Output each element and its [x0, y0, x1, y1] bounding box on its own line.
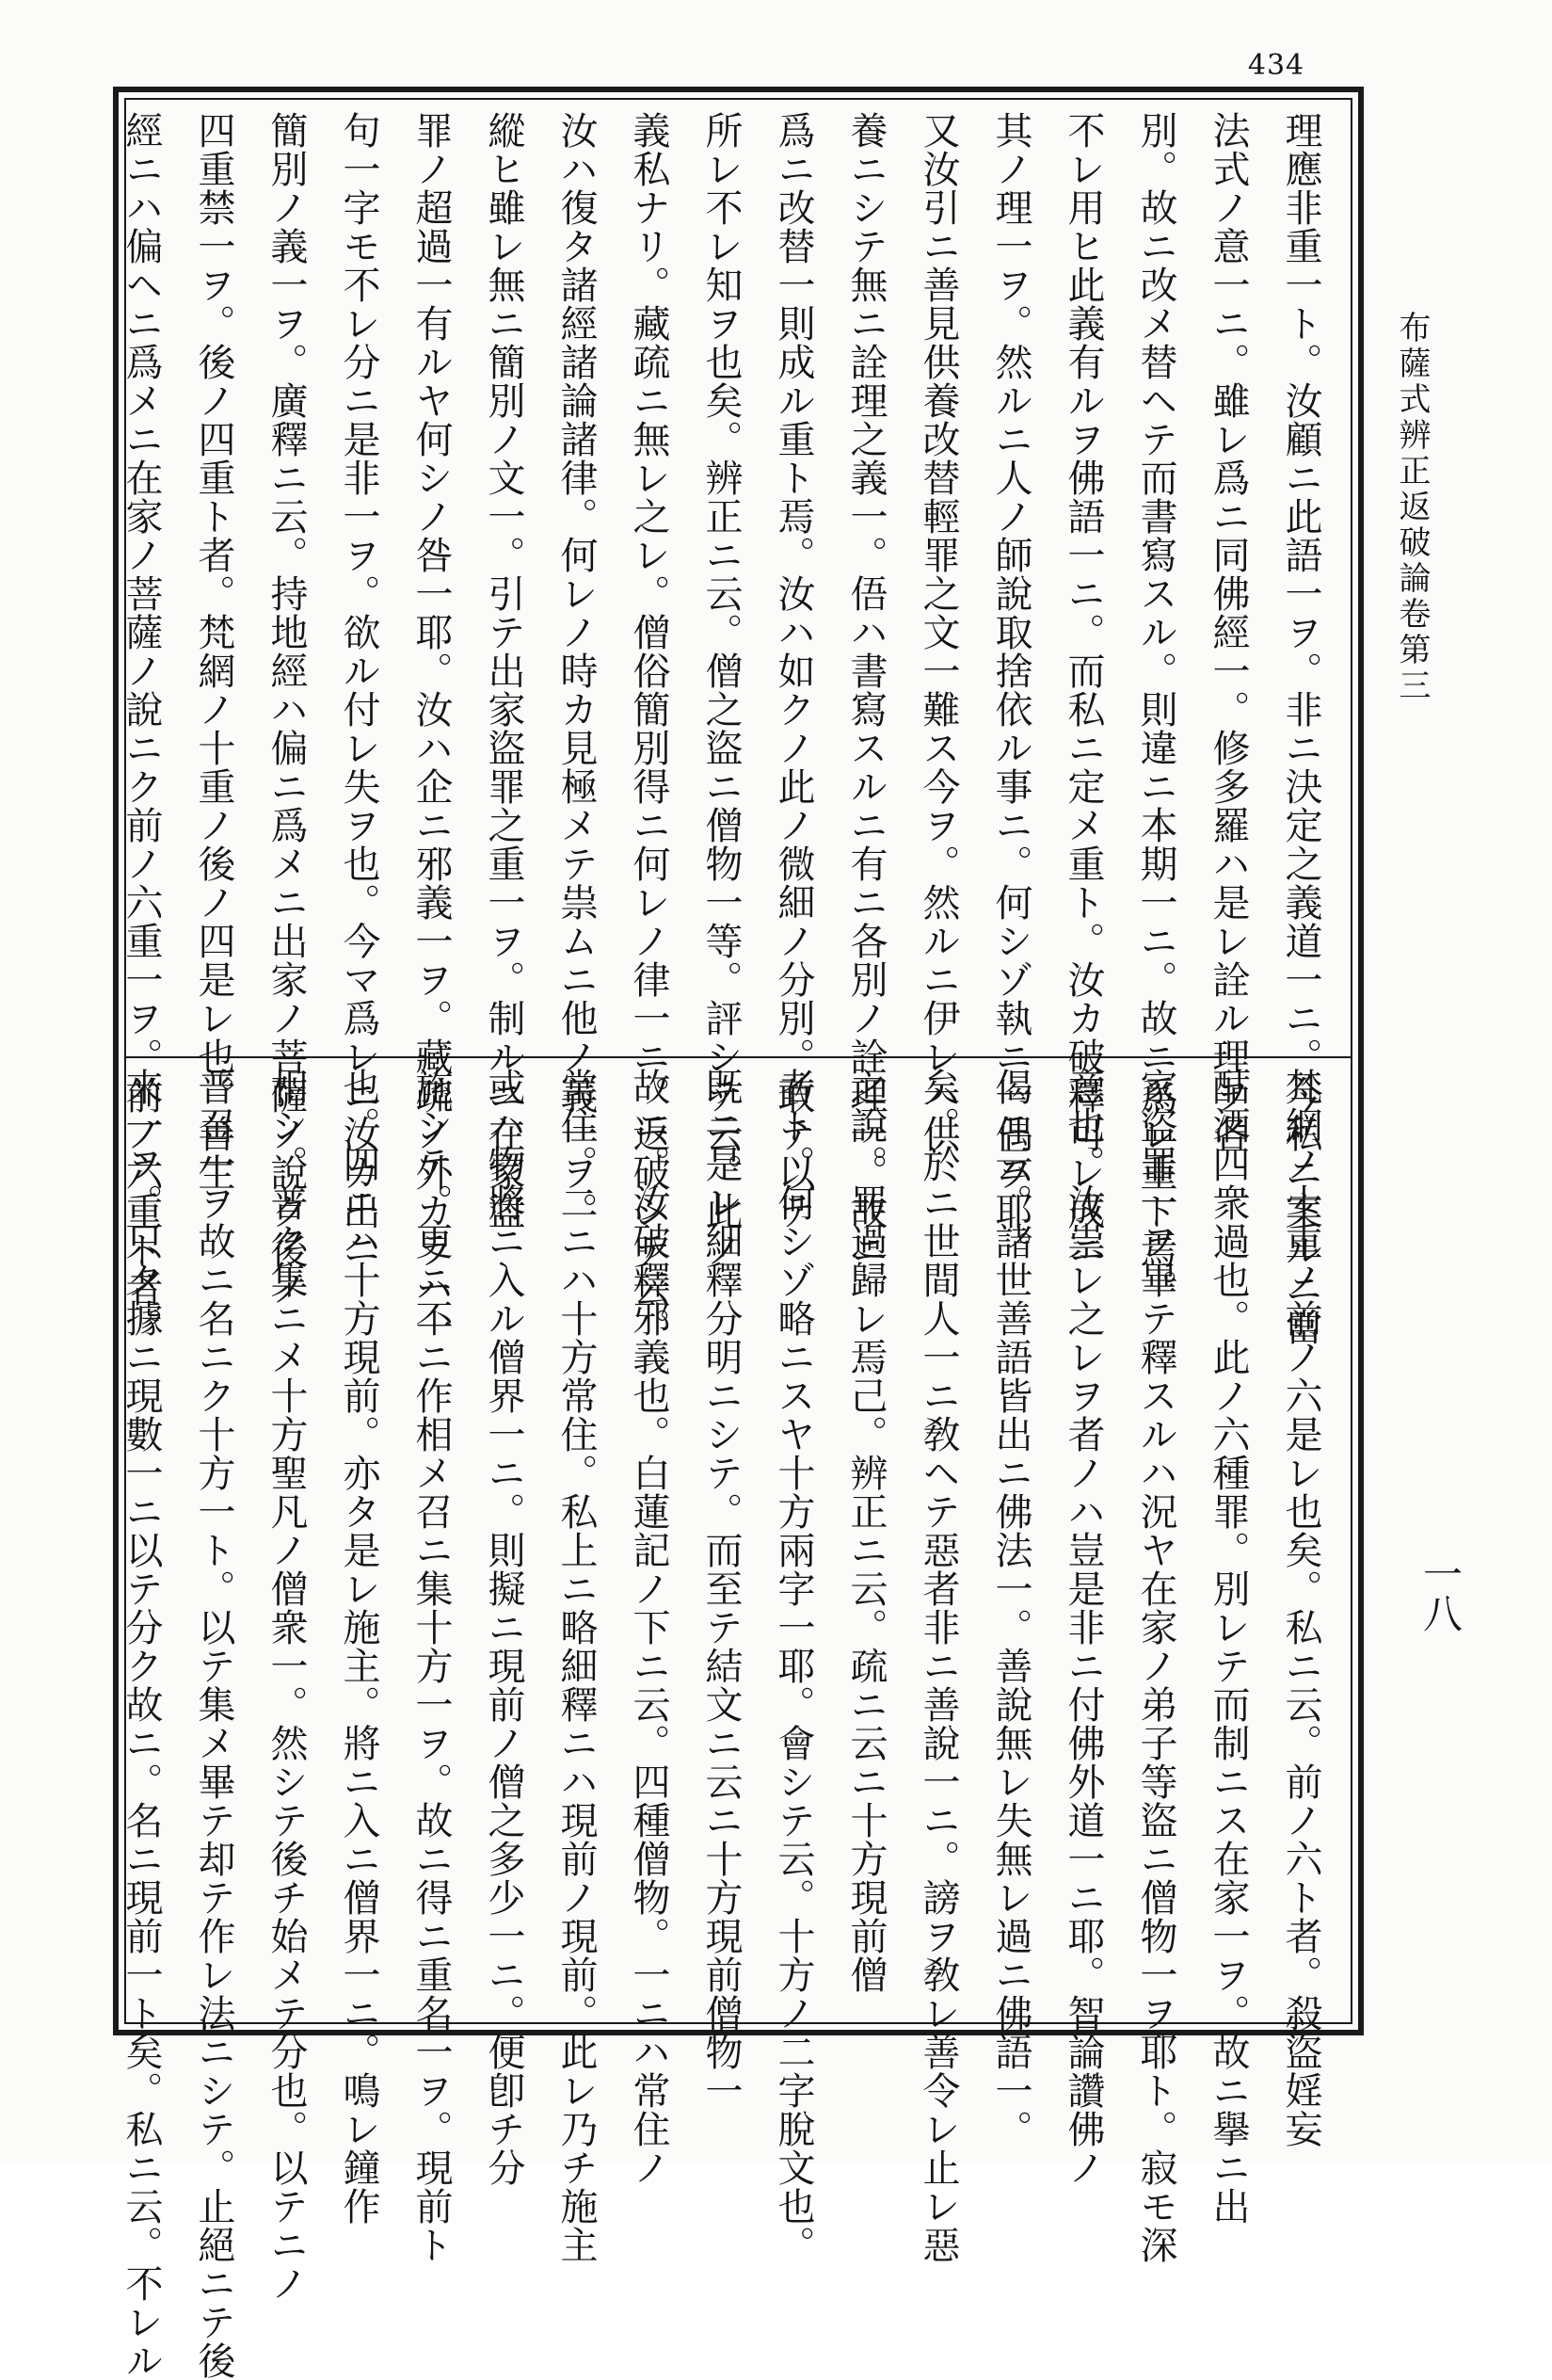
text-column: 所レ不レ知ヲ也矣。辨正ニ云。僧之盜ニ僧物一等。評シテ云。此ノ — [699, 111, 743, 1269]
page-number: 434 — [1247, 49, 1305, 82]
text-column: 汝ハ復タ諸經諸論諸律。何レノ時カ見極メテ祟ムニ他ノ義一ヲ。 — [554, 111, 598, 1230]
text-column: 或ハ物將ニ入ル僧界一ニ。則擬ニ現前ノ僧之多少一ニ。便卽チ分 — [482, 1068, 525, 2187]
text-column: 不レ用ヒ此義有ルヲ佛語一ニ。而私ニ定メ重ト。汝カ破釋可レ成ニ — [1062, 111, 1105, 1269]
text-column: 簡別ノ義一ヲ。廣釋ニ云。持地經ハ偏ニ爲メニ出家ノ菩薩ノ說ク後ノ — [264, 111, 308, 1308]
text-column: 意也。汝祟レ之レヲ者ノハ豈是非ニ付佛外道一ニ耶。智論讚佛ノ — [1062, 1068, 1105, 2187]
text-column: 爲ニ改替一則成ル重ト焉。汝ハ如クノ此ノ微細ノ分別。敢テ以テ — [772, 111, 815, 1230]
text-column: 梵網ノ十重ノ前ノ六是レ也矣。私ニ云。前ノ六ト者。殺盜婬妄 — [1279, 1068, 1322, 2148]
text-column: 來一ヲ。只タ據ニ現數一ニ以テ分ク故ニ。名ニ現前一ト矣。私ニ云。不レル — [120, 1068, 163, 2380]
text-column: 又汝引ニ善見供養改替輕罪之文一難ス今ヲ。然ルニ伊レハ供 — [917, 111, 960, 1153]
text-column: 家盜罪一ヲ畢テ釋スルハ況ヤ在家ノ弟子等盜ニ僧物一ヲ耶ト。寂モ深 — [1134, 1068, 1177, 2264]
text-column: 酤酒四衆過也。此ノ六種罪。別レテ而制ニス在家一ヲ。故ニ擧ニ出 — [1207, 1068, 1250, 2226]
text-column: 者ト。何シゾ略ニスヤ十方兩字一耶。會シテ云。十方ノ二字脫文也。 — [772, 1068, 815, 2264]
text-column: 法式ノ意一ニ。雖レ爲ニ同佛經一。修多羅ハ是レ詮ル理ヲ各 — [1207, 111, 1250, 1153]
text-column: 偈ニ云。諸世善語皆出ニ佛法一。善說無レ失無レ過ニ佛語一。 — [989, 1068, 1032, 2148]
text-column: 經ニハ偏ヘニ爲メニ在家ノ菩薩ノ說ニク前ノ六重一ヲ。前ノ六重ト者。 — [120, 111, 163, 1346]
text-column: 之說。罪過歸レ焉己。辨正ニ云。疏ニ云ニ十方現前僧 — [844, 1068, 888, 1994]
text-column: 也。四ニハ十方現前。亦タ是レ施主。將ニ入ニ僧界一ニ。鳴レ鐘作 — [337, 1068, 380, 2226]
text-column: 既ニ是レ細釋分明ニシテ。而至テ結文ニ云ニ十方現前僧物一 — [699, 1068, 743, 2110]
text-column: 故ニ。汝破釋邪義也。白蓮記ノ下ニ云。四種僧物。一ニハ常住ノ — [627, 1068, 670, 2187]
text-column: 施シテ。更ニ不ニ作相メ召ニ集十方一ヲ。故ニ得ニ重名一ヲ。現前ト — [409, 1068, 453, 2264]
text-column: 別。故ニ改メ替ヘテ而書寫スル。則違ニ本期一ニ。故ニ爲レ重ト焉。 — [1134, 111, 1177, 1308]
text-column: 常住。二ニハ十方常住。私上ニ略細釋ニハ現前ノ現前。此レ乃チ施主 — [554, 1068, 598, 2264]
folio-number: 一八 — [1417, 1553, 1464, 1632]
lower-register — [120, 1068, 1336, 2380]
text-column: 理應非重一ト。汝顧ニ此語一ヲ。非ニ決定之義道一ニ。今私ニ案ルニ當 — [1279, 111, 1322, 1346]
text-column: 縱ヒ雖レ無ニ簡別ノ文一。引テ出家盜罪之重一ヲ。制ルニ在家盜 — [482, 111, 525, 1230]
text-column: 普召一ヲ故ニ名ニク十方一ト。以テ集メ畢テ却テ作レ法ニシテ。止絕ニテ後 — [192, 1068, 235, 2380]
text-column: 義私ナリ。藏疏ニ無レ之レ。僧俗簡別得ニ何レノ律一ニ。返破シテ云。 — [627, 111, 670, 1346]
text-column: 養ニシテ無ニ詮理之義一。俉ハ書寫スルニ有ニ各別ノ詮理一。故ニ — [844, 111, 888, 1269]
text-column: 四重禁一ヲ。後ノ四重ト者。梵網ノ十重ノ後ノ四是レ也。善生 — [192, 111, 235, 1192]
text-column: 其ノ理一ヲ。然ルニ人ノ師說取捨依ル事ニ。何シゾ執ニ一偶ヲ耶。 — [989, 111, 1032, 1269]
upper-register — [120, 111, 1336, 1346]
running-head: 布薩式辨正返破論卷第三 — [1393, 311, 1431, 704]
text-column: 相シ。普ク集ニメ十方聖凡ノ僧衆一。然シテ後チ始メテ分也。以テニノ — [264, 1068, 308, 2303]
text-column: 罪ノ超過一有ルヤ何シノ咎一耶。汝ハ企ニ邪義一ヲ。藏疏ノ外カラハ一 — [409, 111, 453, 1346]
text-column: 句一字モ不レ分ニ是非一ヲ。欲ル付レ失ヲ也。今マ爲レニ汝カ出ニ — [337, 111, 380, 1269]
text-column: 矣。於ニ世間人一ニ敎ヘテ惡者非ニ善說一ニ。謗ヲ敎レ善令レ止レ惡 — [917, 1068, 960, 2264]
